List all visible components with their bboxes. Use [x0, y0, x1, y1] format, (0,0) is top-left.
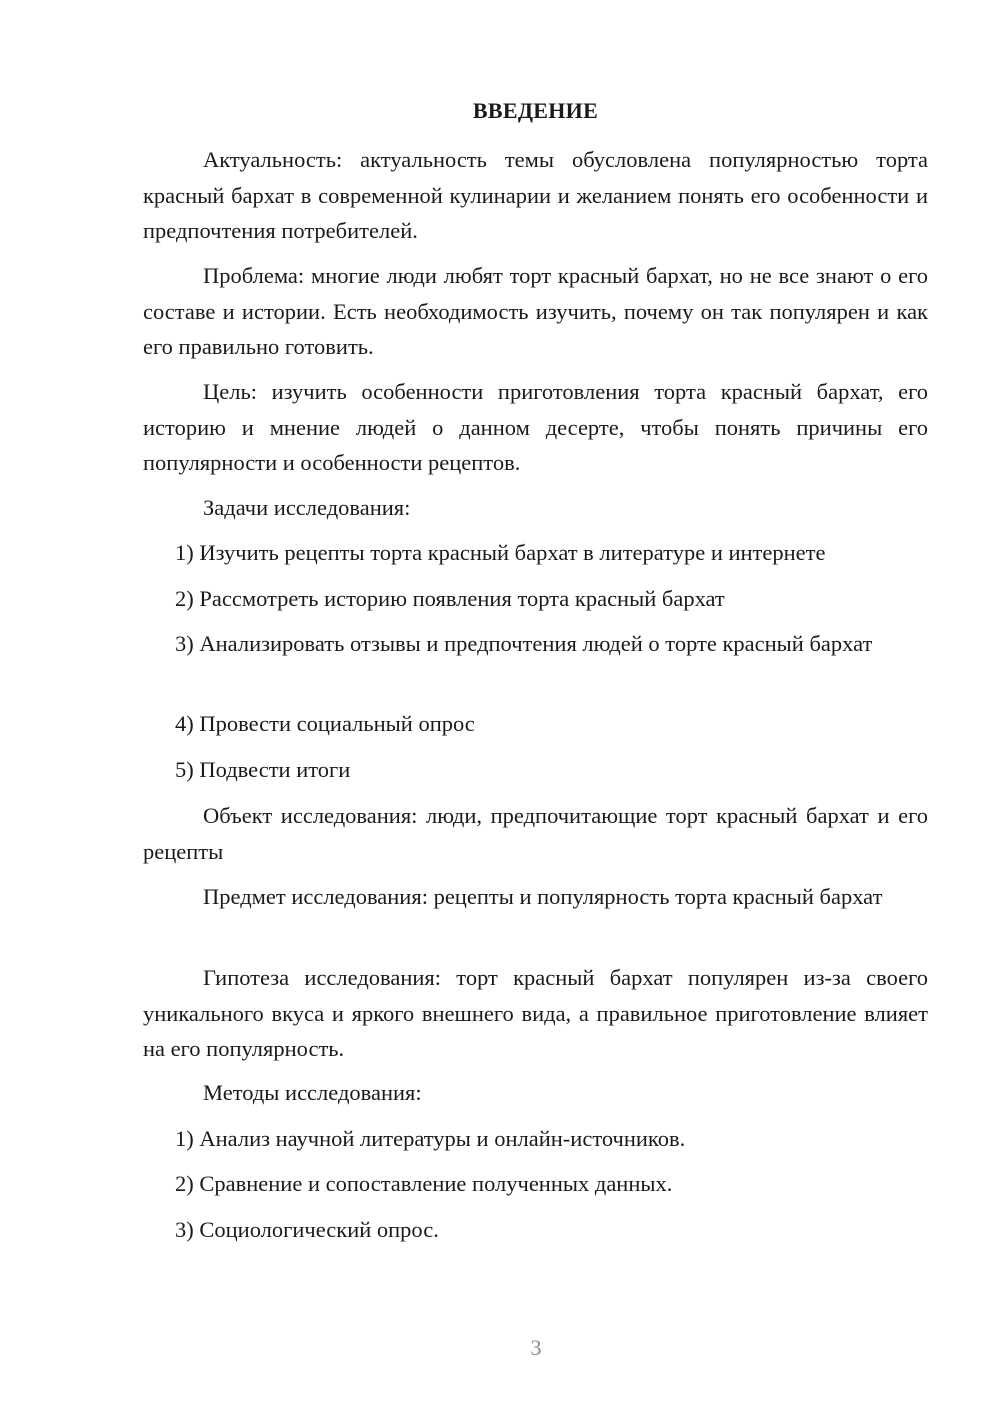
hypothesis-paragraph: Гипотеза исследования: торт красный бархат популярен из-за своего уникального вкуса и яркого внешнего вида, а правильное приготовление влияет на его популярность. — [143, 965, 928, 1061]
relevance-paragraph: Актуальность: актуальность темы обусловлена популярностью торта красный бархат в современной кулинарии и желанием понять его особенности и предпочтения потребителей. — [143, 147, 928, 243]
problem-paragraph: Проблема: многие люди любят торт красный бархат, но не все знают о его составе и истории. Есть необходимость изучить, почему он так популярен и как его правильно готовить. — [143, 263, 928, 359]
subject-paragraph: Предмет исследования: рецепты и популярность торта красный бархат — [203, 884, 883, 909]
method-item-1: 1) Анализ научной литературы и онлайн-источников. — [175, 1126, 686, 1151]
goal-paragraph: Цель: изучить особенности приготовления торта красный бархат, его историю и мнение людей о данном десерте, чтобы понять причины его популярности и особенности рецептов. — [143, 379, 928, 475]
method-item-2: 2) Сравнение и сопоставление полученных данных. — [175, 1171, 673, 1196]
object-paragraph: Объект исследования: люди, предпочитающие торт красный бархат и его рецепты — [143, 803, 928, 864]
methods-heading: Методы исследования: — [203, 1080, 422, 1105]
tasks-heading: Задачи исследования: — [203, 495, 411, 520]
task-item-5: 5) Подвести итоги — [175, 757, 351, 782]
page-title: ВВЕДЕНИЕ — [472, 98, 599, 123]
page-number: 3 — [530, 1335, 542, 1360]
task-item-4: 4) Провести социальный опрос — [175, 711, 475, 736]
method-item-3: 3) Социологический опрос. — [175, 1217, 439, 1242]
task-item-2: 2) Рассмотреть историю появления торта красный бархат — [175, 586, 725, 611]
task-item-3: 3) Анализировать отзывы и предпочтения людей о торте красный бархат — [175, 631, 873, 656]
task-item-1: 1) Изучить рецепты торта красный бархат в литературе и интернете — [175, 540, 826, 565]
